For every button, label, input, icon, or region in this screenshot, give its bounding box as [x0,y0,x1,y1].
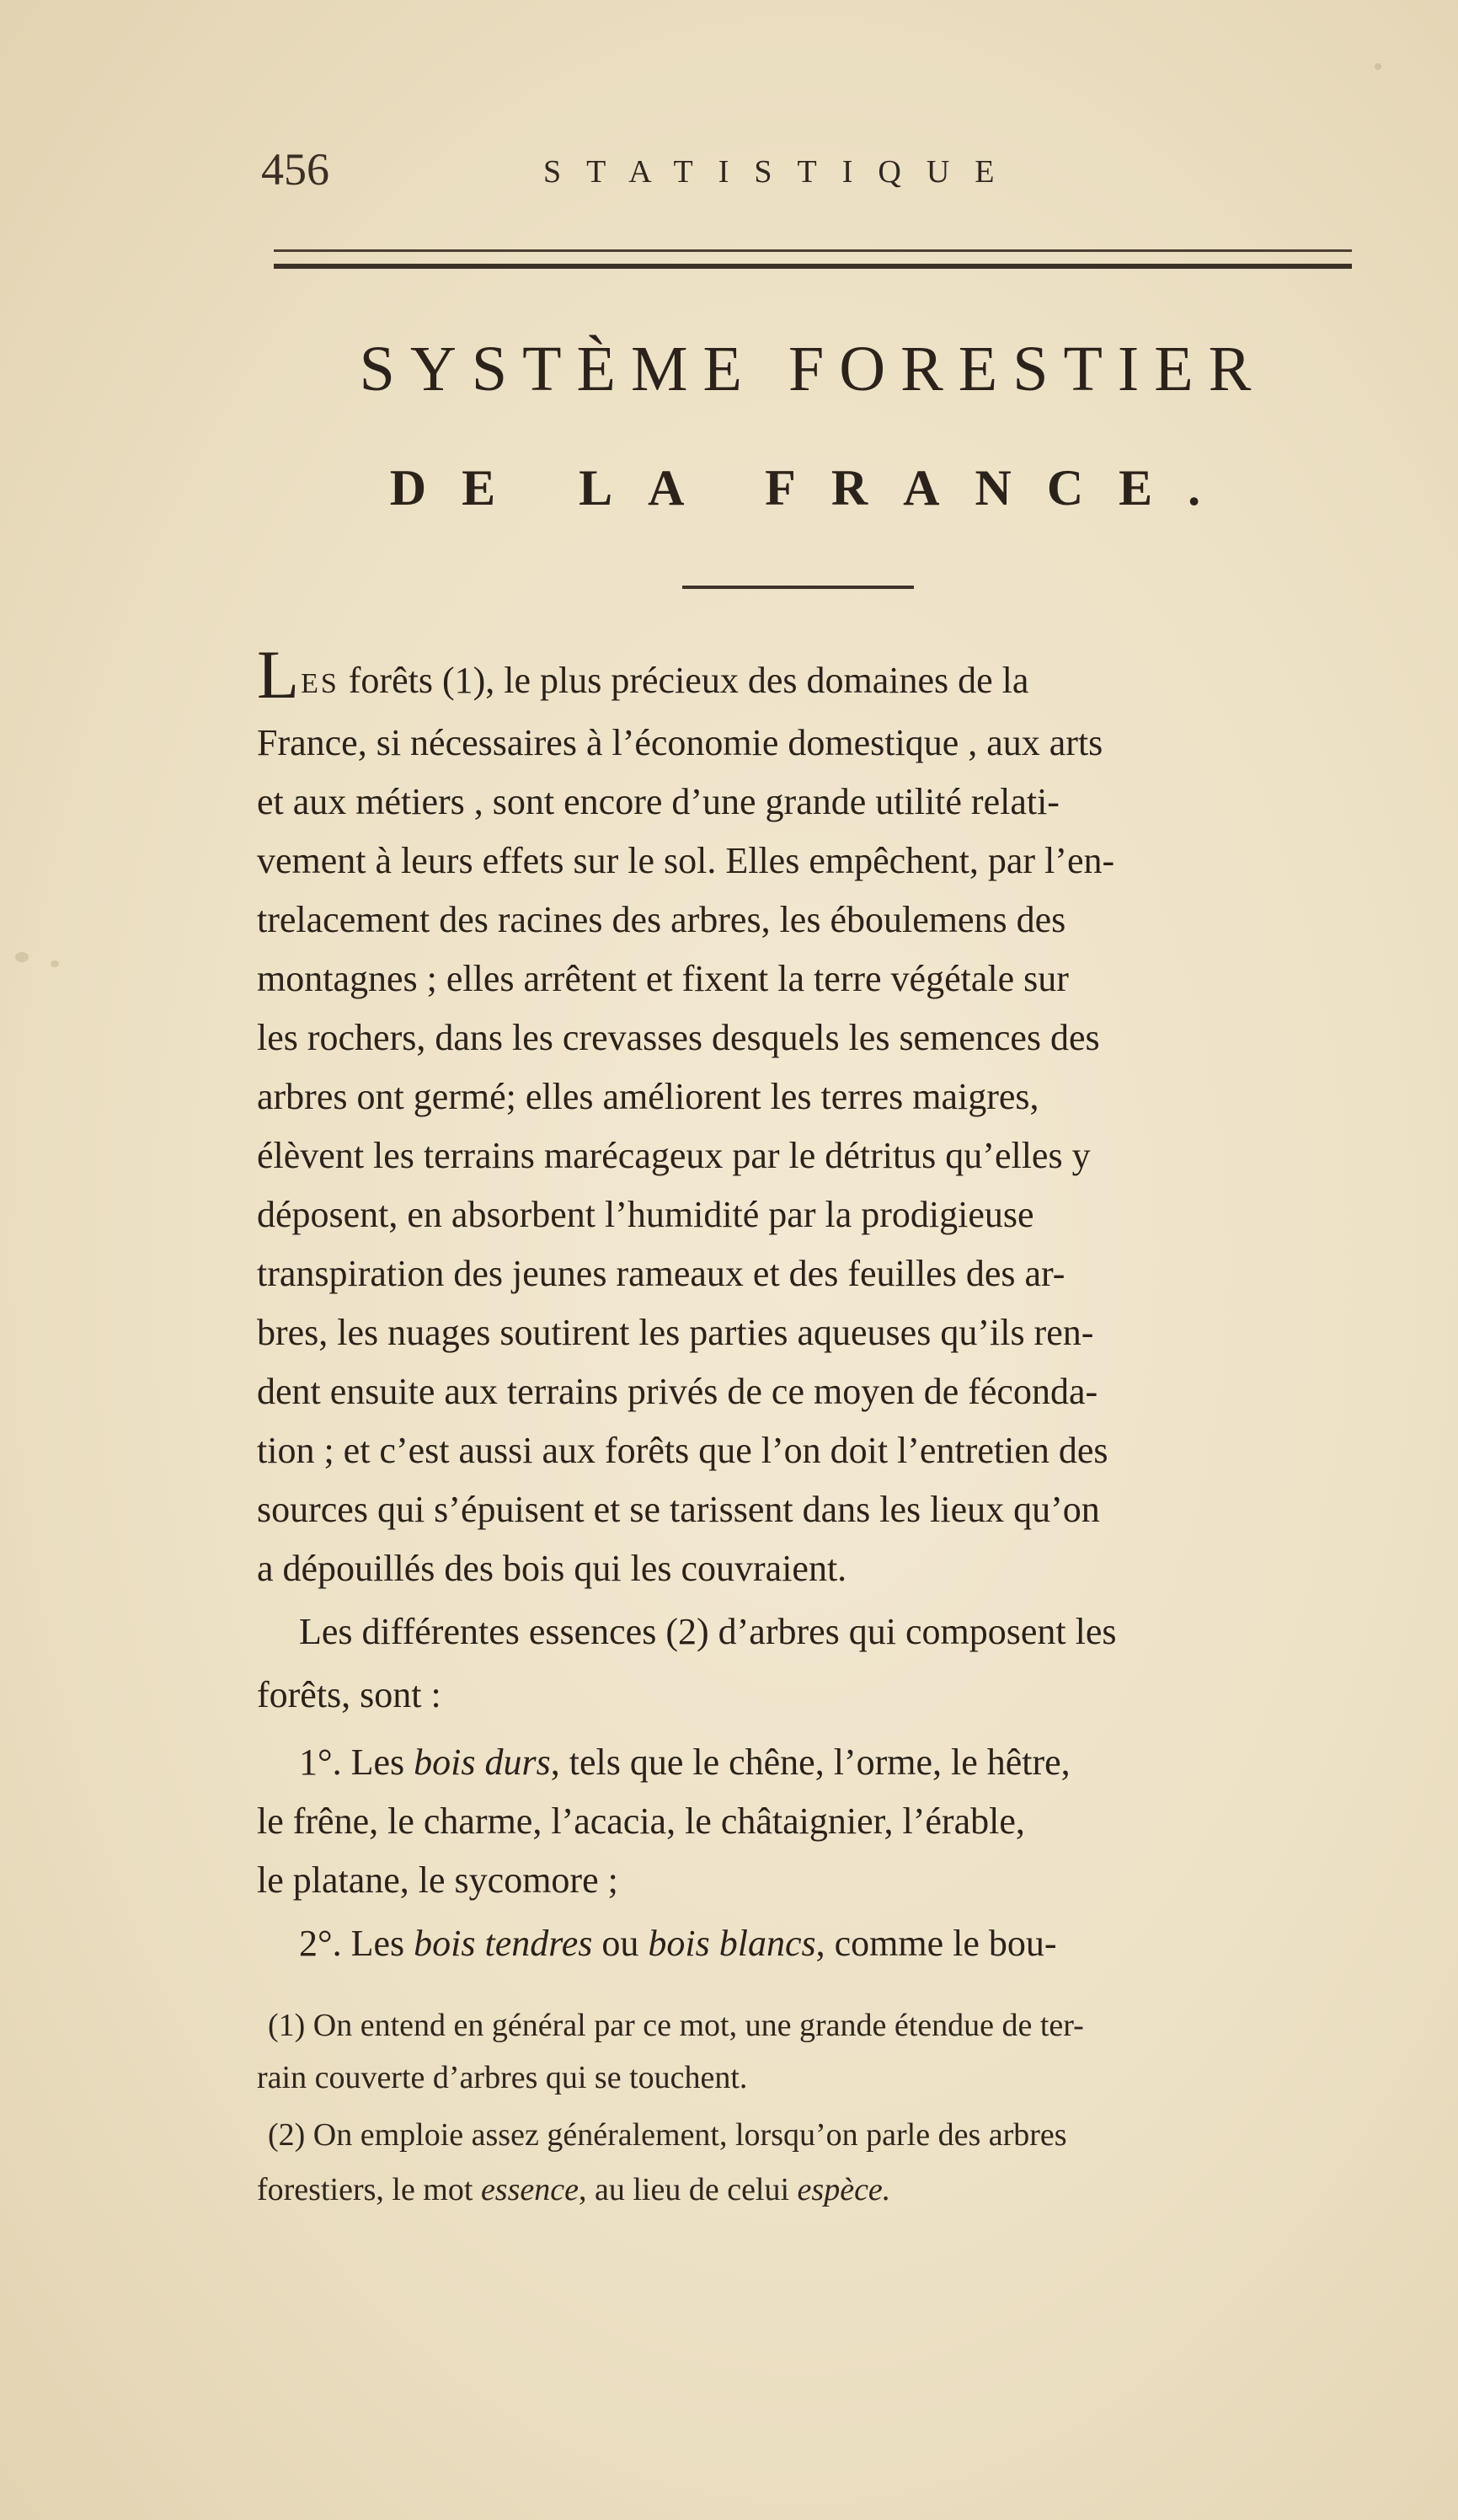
page-header [261,143,1356,211]
text-line: trelacement des racines des arbres, les éboulemens des [257,899,1066,940]
italic-term: espèce. [797,2172,891,2207]
foxing-spot [1375,63,1381,70]
italic-term: bois durs [414,1742,551,1783]
list-item [299,1744,1352,1781]
text-span: forestiers, le mot [257,2172,481,2207]
title-rule [682,586,914,589]
text-line: bres, les nuages soutirent les parties aqueuses qu’ils ren- [257,1312,1094,1353]
italic-term: essence [480,2172,579,2207]
foxing-spot [15,952,29,962]
text-line: arbres ont germé; elles améliorent les terres maigres, [257,1076,1039,1117]
text-line: a dépouillés des bois qui les couvraient. [257,1548,847,1589]
text-line [257,636,1352,713]
small-caps: ES [301,668,339,699]
text-span: ou [592,1923,649,1964]
text-span: , au lieu de celui [578,2172,798,2207]
page-number: 456 [261,144,329,195]
text-span: forêts (1), le plus précieux des domaines de la [339,660,1029,701]
text-line: sources qui s’épuisent et se tarissent dans les lieux qu’on [257,1489,1100,1530]
text-line: vement à leurs effets sur le sol. Elles empêchent, par l’en- [257,840,1115,881]
italic-term: bois tendres [414,1923,593,1964]
text-line: élèvent les terrains marécageux par le détritus qu’elles y [257,1135,1091,1176]
text-line: Les différentes essences (2) d’arbres qui composent les [299,1611,1117,1652]
footnote-line: (2) On emploie assez généralement, lorsqu’on parle des arbres [268,2117,1067,2153]
footnote-line: (1) On entend en général par ce mot, une grande étendue de ter- [268,2008,1084,2043]
text-span: , tels que le chêne, l’orme, le hêtre, [550,1742,1071,1783]
foxing-spot [51,960,59,967]
running-head: STATISTIQUE [543,154,1020,190]
text-line: tion ; et c’est aussi aux forêts que l’on doit l’entretien des [257,1430,1108,1471]
text-span: , comme le bou- [815,1923,1057,1964]
text-line: forêts, sont : [257,1674,441,1715]
item-number: 1°. Les [299,1742,414,1783]
chapter-title: SYSTÈME FORESTIER [359,334,1267,404]
text-line: montagnes ; elles arrêtent et fixent la terre végétale sur [257,958,1069,999]
chapter-subtitle: DE LA FRANCE. [389,460,1236,516]
list-item [299,1925,1352,1962]
text-line: les rochers, dans les crevasses desquels les semences des [257,1017,1100,1058]
text-line: dent ensuite aux terrains privés de ce moyen de féconda- [257,1371,1098,1412]
text-line: déposent, en absorbent l’humidité par la prodigieuse [257,1194,1034,1235]
italic-term: bois blancs [648,1923,816,1964]
text-line: transpiration des jeunes rameaux et des feuilles des ar- [257,1253,1065,1294]
footnote-line: rain couverte d’arbres qui se touchent. [257,2060,748,2095]
footnote-line [257,2174,1352,2206]
header-rule [274,249,1352,269]
item-number: 2°. Les [299,1923,414,1964]
text-line: le platane, le sycomore ; [257,1859,618,1901]
drop-cap: L [257,636,300,713]
text-line: France, si nécessaires à l’économie domestique , aux arts [257,722,1103,763]
text-line: le frêne, le charme, l’acacia, le châtaignier, l’érable, [257,1800,1025,1842]
text-line: et aux métiers , sont encore d’une grande utilité relati- [257,781,1060,822]
